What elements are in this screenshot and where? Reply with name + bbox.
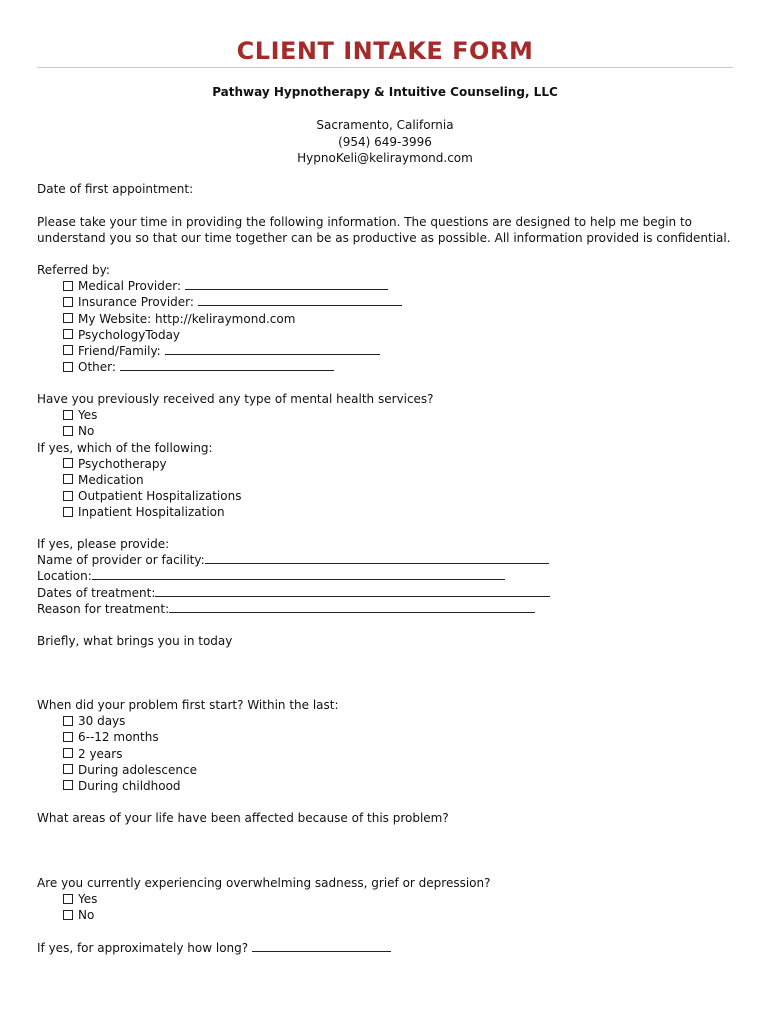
other-blank[interactable] <box>120 359 334 371</box>
services-section <box>37 391 737 521</box>
reason-blank[interactable] <box>169 601 535 613</box>
brings-you-in-question[interactable]: Briefly, what brings you in today <box>37 634 233 648</box>
location-blank[interactable] <box>92 568 505 580</box>
start-question: When did your problem first start? Within the last: <box>37 698 339 712</box>
contact-block <box>37 117 733 167</box>
intro-paragraph: Please take your time in providing the following information. The questions are designed to help me begin to understand you so that our time together can be as productive as possible. All information provided is confidential. <box>37 215 731 246</box>
services-no[interactable]: No <box>37 423 737 439</box>
referred-website[interactable]: My Website: http://keliraymond.com <box>37 311 737 327</box>
services-yes[interactable]: Yes <box>37 407 737 423</box>
referred-section <box>37 262 737 375</box>
checkbox[interactable] <box>63 748 73 758</box>
checkbox[interactable] <box>63 780 73 790</box>
checkbox[interactable] <box>63 281 73 291</box>
referred-friend-family[interactable]: Friend/Family: <box>37 343 737 359</box>
how-long-field[interactable]: If yes, for approximately how long? <box>37 940 737 956</box>
contact-email: HypnoKeli@keliraymond.com <box>297 151 473 165</box>
reason-for-treatment-field[interactable]: Reason for treatment: <box>37 601 737 617</box>
checkbox[interactable] <box>63 410 73 420</box>
services-psychotherapy[interactable]: Psychotherapy <box>37 456 737 472</box>
referred-medical-provider[interactable]: Medical Provider: <box>37 278 737 294</box>
problem-start-section <box>37 697 737 794</box>
provide-label: If yes, please provide: <box>37 537 170 551</box>
referred-other[interactable]: Other: <box>37 359 737 375</box>
checkbox[interactable] <box>63 313 73 323</box>
checkbox[interactable] <box>63 491 73 501</box>
date-of-first-appointment[interactable]: Date of first appointment: <box>37 182 194 196</box>
start-6-12-months[interactable]: 6--12 months <box>37 729 737 745</box>
organization-name: Pathway Hypnotherapy & Intuitive Counseling, LLC <box>212 85 558 99</box>
referred-insurance-provider[interactable]: Insurance Provider: <box>37 294 737 310</box>
start-adolescence[interactable]: During adolescence <box>37 762 737 778</box>
start-30-days[interactable]: 30 days <box>37 713 737 729</box>
checkbox[interactable] <box>63 716 73 726</box>
checkbox[interactable] <box>63 507 73 517</box>
referred-psychologytoday[interactable]: PsychologyToday <box>37 327 737 343</box>
friend-family-blank[interactable] <box>165 343 380 355</box>
services-medication[interactable]: Medication <box>37 472 737 488</box>
dates-blank[interactable] <box>155 585 550 597</box>
insurance-provider-blank[interactable] <box>198 294 402 306</box>
sadness-section <box>37 875 737 924</box>
checkbox[interactable] <box>63 910 73 920</box>
form-title: CLIENT INTAKE FORM <box>236 37 534 65</box>
start-2-years[interactable]: 2 years <box>37 746 737 762</box>
checkbox[interactable] <box>63 297 73 307</box>
location-field[interactable]: Location: <box>37 568 737 584</box>
checkbox[interactable] <box>63 329 73 339</box>
services-question: Have you previously received any type of mental health services? <box>37 392 434 406</box>
provider-details-section <box>37 536 737 617</box>
checkbox[interactable] <box>63 764 73 774</box>
checkbox[interactable] <box>63 458 73 468</box>
sadness-no[interactable]: No <box>37 907 737 923</box>
how-long-blank[interactable] <box>252 940 391 952</box>
sadness-yes[interactable]: Yes <box>37 891 737 907</box>
medical-provider-blank[interactable] <box>185 278 388 290</box>
checkbox[interactable] <box>63 362 73 372</box>
areas-affected-question[interactable]: What areas of your life have been affected because of this problem? <box>37 811 449 825</box>
checkbox[interactable] <box>63 474 73 484</box>
provider-name-blank[interactable] <box>205 552 549 564</box>
title-divider <box>37 67 733 68</box>
dates-of-treatment-field[interactable]: Dates of treatment: <box>37 585 737 601</box>
checkbox[interactable] <box>63 345 73 355</box>
provider-name-field[interactable]: Name of provider or facility: <box>37 552 737 568</box>
contact-city: Sacramento, California <box>316 118 454 132</box>
start-childhood[interactable]: During childhood <box>37 778 737 794</box>
checkbox[interactable] <box>63 894 73 904</box>
services-outpatient[interactable]: Outpatient Hospitalizations <box>37 488 737 504</box>
services-which: If yes, which of the following: <box>37 440 213 455</box>
referred-label: Referred by: <box>37 263 110 277</box>
services-inpatient[interactable]: Inpatient Hospitalization <box>37 504 737 520</box>
checkbox[interactable] <box>63 732 73 742</box>
sadness-question: Are you currently experiencing overwhelming sadness, grief or depression? <box>37 876 491 890</box>
checkbox[interactable] <box>63 426 73 436</box>
contact-phone: (954) 649-3996 <box>338 134 432 149</box>
